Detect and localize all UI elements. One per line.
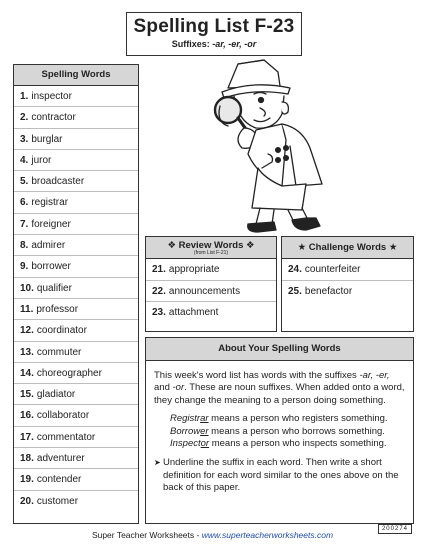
word-text: adventurer — [36, 453, 85, 465]
spelling-words-header: Spelling Words — [14, 65, 138, 86]
word-number: 12. — [20, 325, 34, 337]
about-instruction — [154, 457, 405, 494]
word-number: 19. — [20, 474, 34, 486]
example-base: Registr — [170, 413, 201, 425]
spelling-word-row — [14, 256, 138, 277]
example-base: Borrow — [170, 425, 201, 437]
word-text: customer — [36, 495, 79, 507]
word-text: professor — [36, 303, 79, 315]
word-number: 14. — [20, 367, 34, 379]
word-text: commentator — [36, 431, 96, 443]
word-text: contender — [36, 474, 82, 486]
review-words-note: (from List F-21) — [193, 250, 229, 256]
spelling-word-row — [14, 427, 138, 448]
word-number: 17. — [20, 431, 34, 443]
about-intro-text-1: This week's word list has words with the suffixes — [154, 370, 360, 381]
word-number: 23. — [152, 307, 166, 318]
spelling-word-row — [14, 235, 138, 256]
about-instruction-text: Underline the suffix in each word. Then write a short definition for each word similar to the ones above on the back of this paper. — [163, 457, 399, 494]
about-intro — [154, 370, 405, 407]
title-box — [126, 12, 302, 56]
word-text: collaborator — [36, 410, 90, 422]
challenge-words-box — [281, 236, 414, 332]
word-text: attachment — [168, 307, 219, 318]
word-text: gladiator — [36, 389, 76, 401]
about-header: About Your Spelling Words — [146, 338, 413, 361]
spelling-word-row — [14, 448, 138, 469]
footer-url-link[interactable]: www.superteacherworksheets.com — [201, 530, 334, 540]
example-suffix: or — [200, 438, 210, 450]
word-number: 15. — [20, 389, 34, 401]
challenge-words-list — [282, 259, 413, 302]
spelling-word-row — [14, 86, 138, 107]
example-line — [170, 426, 405, 438]
review-words-title: ❖ Review Words ❖ — [167, 240, 255, 251]
word-number: 18. — [20, 453, 34, 465]
word-text: foreigner — [31, 218, 71, 230]
word-text: announcements — [168, 285, 241, 297]
word-number: 1. — [20, 91, 29, 102]
word-text: counterfeiter — [304, 264, 361, 275]
subtitle-suffixes: -ar, -er, -or — [212, 39, 257, 49]
example-suffix: er — [200, 425, 209, 437]
challenge-word-row — [282, 259, 413, 281]
spelling-word-row — [14, 342, 138, 363]
word-text: commuter — [36, 346, 82, 358]
footer-text: Super Teacher Worksheets - — [91, 530, 202, 540]
review-word-row — [146, 281, 276, 303]
spelling-word-row — [14, 320, 138, 341]
word-number: 2. — [20, 112, 29, 124]
about-intro-suffixes: -ar, -er, — [359, 370, 390, 381]
word-number: 6. — [20, 197, 29, 209]
about-intro-or: -or — [172, 382, 185, 394]
spelling-word-row — [14, 491, 138, 512]
page-title: Spelling List F-23 — [133, 16, 295, 37]
word-number: 8. — [20, 240, 29, 252]
word-text: coordinator — [36, 325, 87, 337]
word-number: 10. — [20, 282, 34, 294]
review-word-row — [146, 302, 276, 324]
word-number: 25. — [288, 285, 302, 297]
spelling-word-row — [14, 405, 138, 426]
word-text: registrar — [31, 197, 69, 209]
review-words-box — [145, 236, 277, 332]
footer — [0, 530, 425, 540]
spelling-word-row — [14, 129, 138, 150]
word-number: 22. — [152, 285, 166, 297]
word-number: 7. — [20, 218, 29, 230]
example-rest: means a person who inspects something. — [209, 438, 387, 450]
page-subtitle — [127, 39, 301, 49]
about-body — [146, 361, 413, 495]
challenge-words-header: ★ Challenge Words ★ — [282, 237, 413, 259]
about-examples — [154, 413, 405, 450]
word-text: admirer — [31, 240, 66, 252]
spelling-word-row — [14, 384, 138, 405]
word-number: 11. — [20, 303, 34, 315]
example-base: Inspect — [170, 438, 201, 450]
example-rest: means a person who registers something. — [208, 413, 388, 425]
word-number: 9. — [20, 261, 29, 273]
example-rest: means a person who borrows something. — [208, 425, 385, 437]
word-text: choreographer — [36, 367, 102, 379]
spelling-word-row — [14, 150, 138, 171]
review-words-list — [146, 259, 276, 324]
example-suffix: ar — [200, 413, 209, 425]
word-text: benefactor — [304, 285, 353, 297]
word-text: qualifier — [36, 282, 72, 294]
arrow-right-icon: ➤ — [154, 458, 161, 468]
worksheet-code: 200274 — [378, 524, 412, 534]
spelling-word-row — [14, 278, 138, 299]
spelling-word-row — [14, 107, 138, 128]
word-text: borrower — [31, 261, 71, 273]
spelling-word-row — [14, 469, 138, 490]
word-text: broadcaster — [31, 176, 85, 188]
spelling-word-row — [14, 299, 138, 320]
spelling-word-row — [14, 363, 138, 384]
spelling-word-row — [14, 192, 138, 213]
word-number: 13. — [20, 346, 34, 358]
word-number: 3. — [20, 133, 29, 145]
review-word-row — [146, 259, 276, 281]
spelling-words-box — [13, 64, 139, 524]
spelling-word-row — [14, 171, 138, 192]
about-intro-text-2: . These are noun suffixes. When added onto a word, they change the meaning to a person doing something. — [154, 382, 405, 406]
word-number: 20. — [20, 495, 34, 507]
word-number: 5. — [20, 176, 29, 188]
word-number: 24. — [288, 264, 302, 275]
spelling-word-row — [14, 214, 138, 235]
about-box — [145, 337, 414, 524]
word-text: contractor — [31, 112, 76, 124]
word-number: 21. — [152, 264, 166, 275]
word-number: 4. — [20, 154, 29, 166]
example-line — [170, 413, 405, 425]
about-intro-and: and — [154, 382, 173, 394]
spelling-words-list — [14, 86, 138, 512]
subtitle-label: Suffixes: — [171, 39, 210, 49]
challenge-word-row — [282, 281, 413, 303]
example-line — [170, 438, 405, 450]
word-text: inspector — [31, 91, 72, 102]
word-text: appropriate — [168, 264, 220, 275]
word-text: burglar — [31, 133, 63, 145]
detective-illustration — [198, 58, 348, 236]
word-number: 16. — [20, 410, 34, 422]
review-words-header — [146, 237, 276, 259]
word-text: juror — [31, 154, 52, 166]
